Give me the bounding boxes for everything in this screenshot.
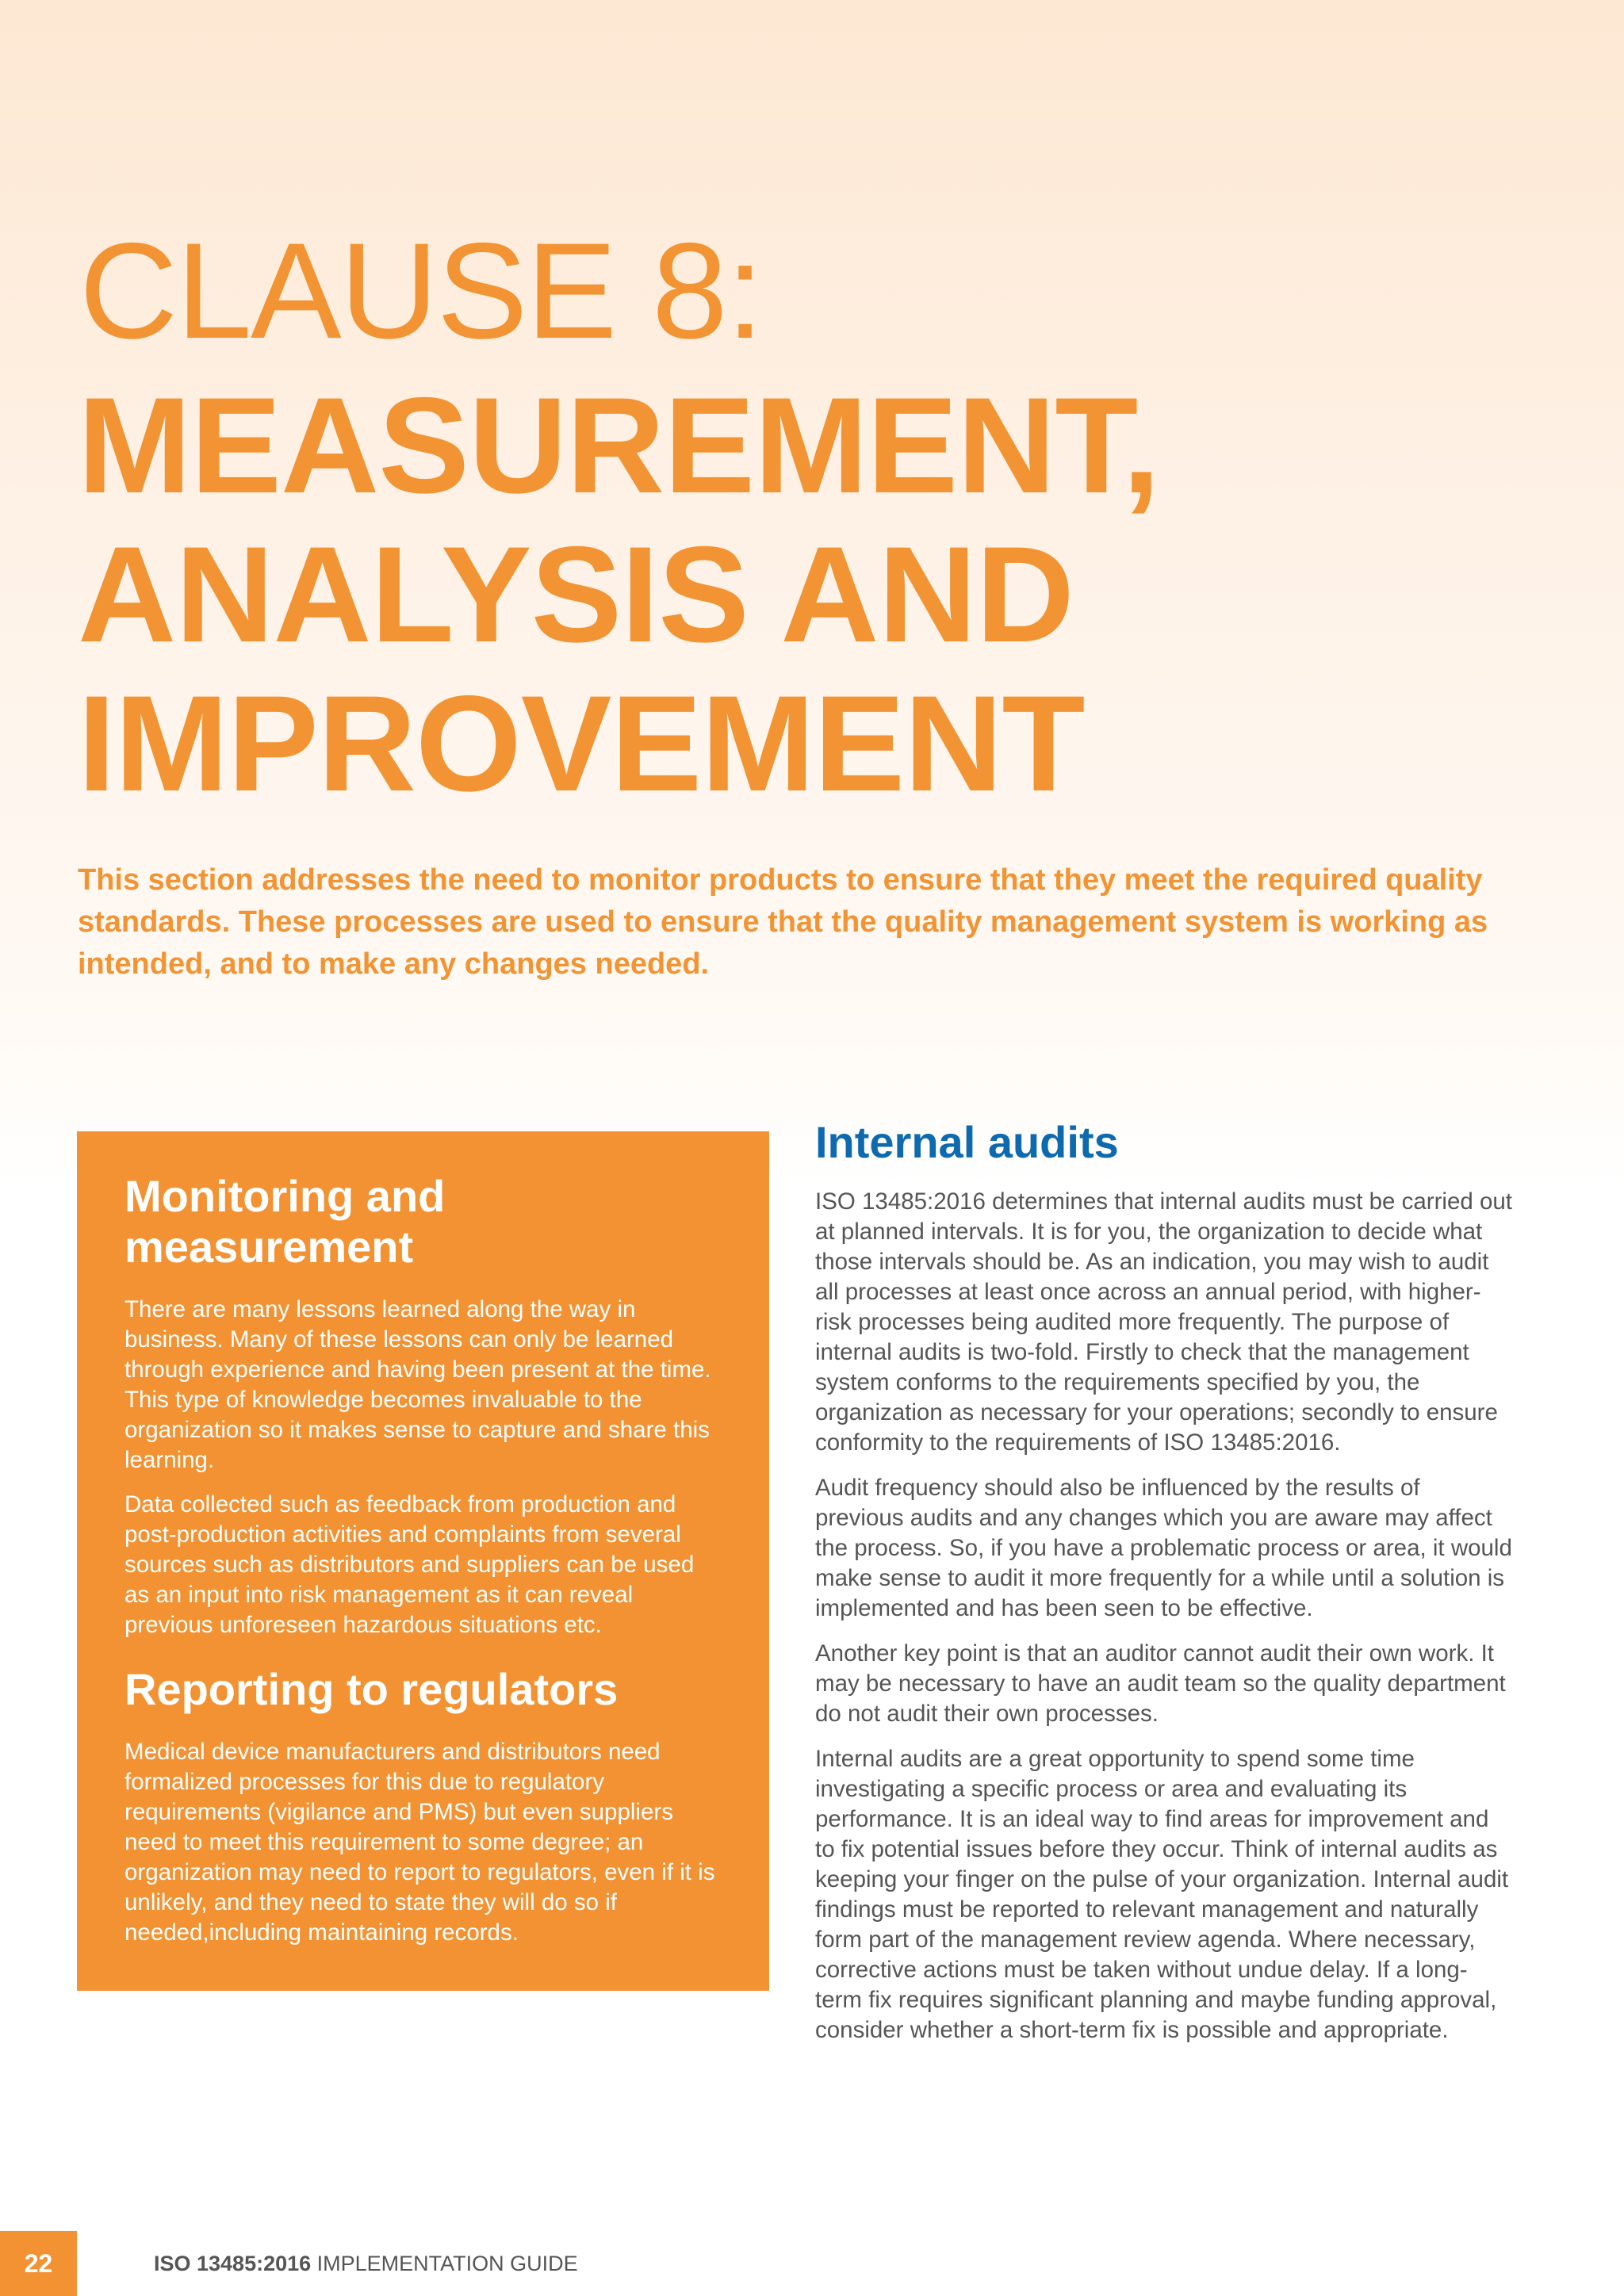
monitoring-paragraph: There are many lessons learned along the way in business. Many of these lessons can only be learned through experience and having been present at the time. This type of knowledge becomes invaluable to the organization so it makes sense to capture and share this learning. xyxy=(124,1296,711,1473)
page-title-line: MEASUREMENT, xyxy=(78,369,1160,522)
internal-audits-paragraph: ISO 13485:2016 determines that internal audits must be carried out at planned intervals. It is for you, the organization to decide what those intervals should be. As an indication, you may wish to audit all processes at least once across an annual period, with higher-risk processes being audited more frequently. The purpose of internal audits is two-fold. Firstly to check that the management system conforms to the requirements specified by you, the organization as necessary for your operations; secondly to ensure conformity to the requirements of ISO 13485:2016. xyxy=(815,1188,1512,1456)
monitoring-paragraph: Data collected such as feedback from production and post-production activities and complaints from several sources such as distributors and suppliers can be used as an input into risk management as it can reveal previous unforeseen hazardous situations etc. xyxy=(124,1491,695,1638)
page-title-line: ANALYSIS AND xyxy=(78,519,1074,671)
page-title xyxy=(78,371,1159,818)
reporting-paragraph: Medical device manufacturers and distributors need formalized processes for this due to regulatory requirements (vigilance and PMS) but even suppliers need to meet this requirement to some degree; an organization may need to report to regulators, even if it is unlikely, and they need to state they will do so if needed,including maintaining records. xyxy=(124,1739,715,1946)
intro-paragraph: This section addresses the need to monitor products to ensure that they meet the required quality standards. These processes are used to ensure that the quality management system is working as intended, and to make any changes needed. xyxy=(78,863,1488,981)
page-title-line: IMPROVEMENT xyxy=(78,668,1085,820)
internal-audits-section xyxy=(815,1114,1513,2061)
reporting-heading: Reporting to regulators xyxy=(124,1664,619,1714)
footer-doc-title-rest: IMPLEMENTATION GUIDE xyxy=(311,2252,578,2275)
internal-audits-paragraph: Internal audits are a great opportunity to spend some time investigating a specific process or area and evaluating its performance. It is an ideal way to find areas for improvement and to fix potential issues before they occur. Think of internal audits as keeping your finger on the pulse of your organization. Internal audit findings must be reported to relevant management and naturally form part of the management review agenda. Where necessary, corrective actions must be taken without undue delay. If a long-term fix requires significant planning and maybe funding approval, consider whether a short-term fix is possible and appropriate. xyxy=(815,1746,1509,2043)
internal-audits-paragraph: Another key point is that an auditor cannot audit their own work. It may be necessary to have an audit team so the quality department do not audit their own processes. xyxy=(815,1640,1506,1727)
internal-audits-paragraph: Audit frequency should also be influenced by the results of previous audits and any changes which you are aware may affect the process. So, if you have a problematic process or area, it would make sense to audit it more frequently for a while until a solution is implemented and has been seen to be effective. xyxy=(815,1475,1512,1621)
sidebar-box xyxy=(77,1131,769,1991)
page-number: 22 xyxy=(0,2231,77,2296)
internal-audits-heading: Internal audits xyxy=(815,1117,1119,1167)
footer-doc-title-bold: ISO 13485:2016 xyxy=(154,2252,312,2275)
footer-doc-title xyxy=(154,2231,578,2296)
clause-label: CLAUSE 8: xyxy=(79,215,763,367)
monitoring-heading: Monitoring and measurement xyxy=(124,1171,446,1272)
